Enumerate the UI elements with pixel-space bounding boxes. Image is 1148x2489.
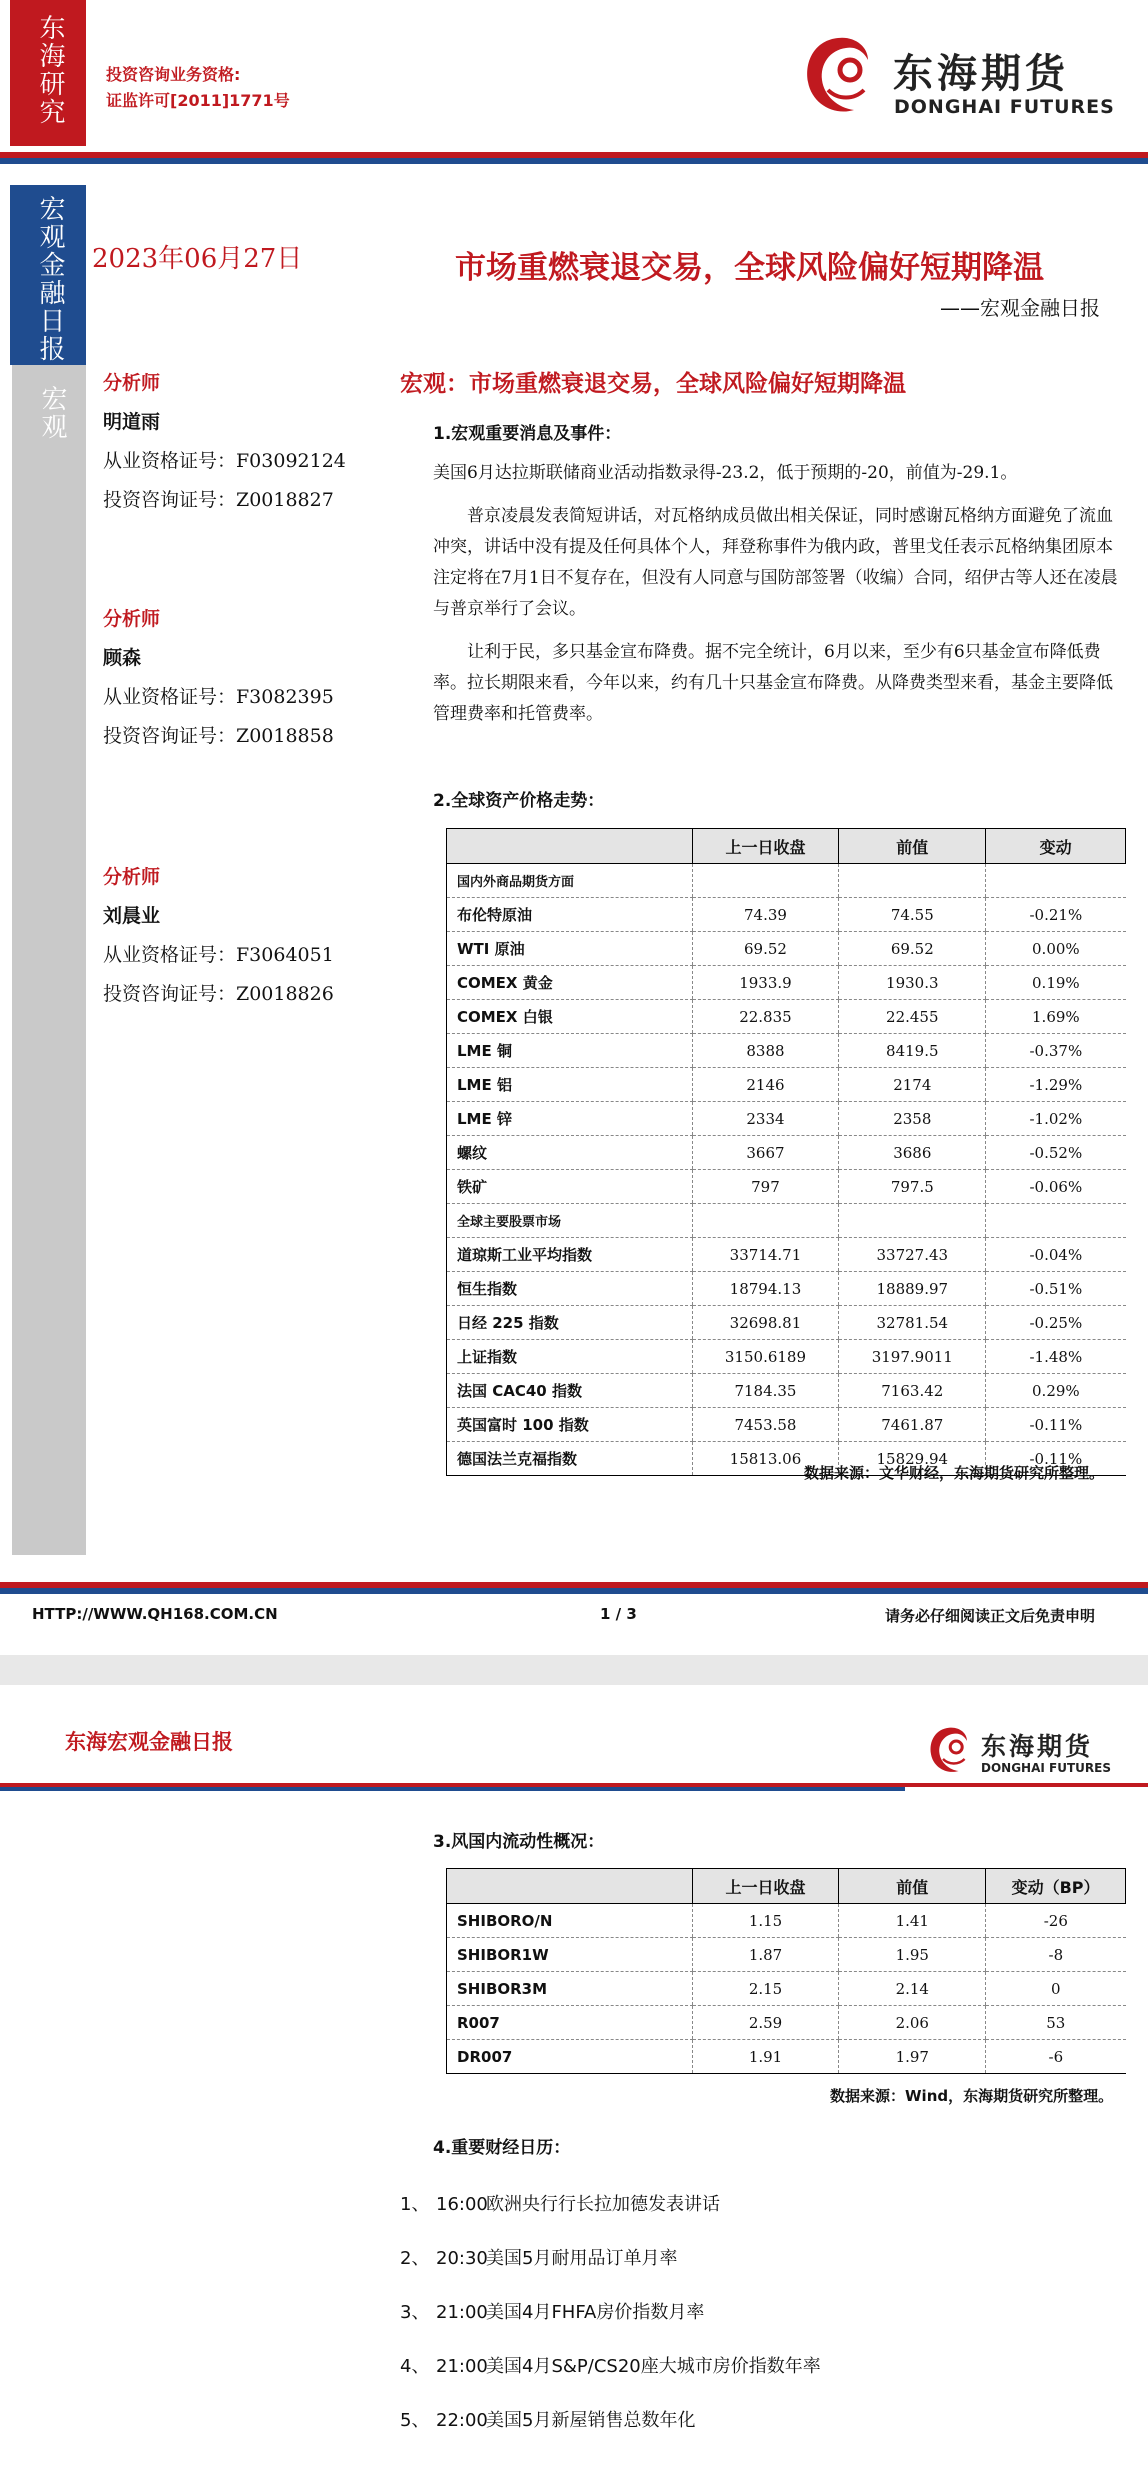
group-label: 全球主要股票市场 (447, 1204, 693, 1238)
row-label: SHIBOR3M (447, 1972, 693, 2006)
table-cell: 2.14 (839, 1972, 986, 2006)
calendar-item (400, 2352, 821, 2378)
row-label: LME 铝 (447, 1068, 693, 1102)
table-row (447, 1238, 1126, 1272)
news-paragraph: 普京凌晨发表简短讲话，对瓦格纳成员做出相关保证，同时感谢瓦格纳方面避免了流血冲突，讲话中没有提及任何具体个人，拜登称事件为俄内政，普里戈任表示瓦格纳集团原本注定将在7月1日不复存在，但没有人同意与国防部签署（收编）合同，绍伊古等人还在凌晨与普京举行了会议。 (433, 506, 1118, 619)
footer-stripe-blue (0, 1588, 1148, 1594)
row-label: LME 铜 (447, 1034, 693, 1068)
table-cell (986, 864, 1126, 898)
table-row (447, 1102, 1126, 1136)
dragon-logo-icon (798, 30, 878, 120)
report-date: 2023年06月27日 (92, 244, 303, 274)
brand-tab (10, 0, 86, 146)
row-label: R007 (447, 2006, 693, 2040)
report-subtitle: ——宏观金融日报 (940, 296, 1100, 320)
table-group-row (447, 864, 1126, 898)
calendar-item (400, 2190, 720, 2216)
table-cell: 3150.6189 (692, 1340, 839, 1374)
calendar-event: 美国4月FHFA房价指数月率 (486, 2302, 705, 2323)
table-row (447, 898, 1126, 932)
analyst-card (103, 600, 334, 756)
qualification-line: 投资咨询业务资格: (106, 65, 241, 84)
table-cell: 22.455 (839, 1000, 986, 1034)
footer-disclaimer: 请务必仔细阅读正文后免责申明 (885, 1607, 1096, 1625)
table-cell: -8 (986, 1938, 1126, 1972)
table-row (447, 1306, 1126, 1340)
calendar-num: 1、 (400, 2194, 430, 2215)
calendar-time: 20:30 (436, 2248, 488, 2269)
table-row (447, 1340, 1126, 1374)
table-cell: 2.59 (692, 2006, 839, 2040)
table-cell: -1.29% (986, 1068, 1126, 1102)
table-cell: 1.95 (839, 1938, 986, 1972)
table-group-row (447, 1204, 1126, 1238)
table-cell: 797 (692, 1170, 839, 1204)
calendar-event: 欧洲央行行长拉加德发表讲话 (486, 2194, 720, 2215)
row-label: DR007 (447, 2040, 693, 2074)
page-header-title: 东海宏观金融日报 (65, 1730, 233, 1754)
table-header (447, 829, 693, 864)
table-cell: 33727.43 (839, 1238, 986, 1272)
table-cell: 7461.87 (839, 1408, 986, 1442)
table-cell: 2358 (839, 1102, 986, 1136)
table-cell: -1.48% (986, 1340, 1126, 1374)
calendar-time: 16:00 (436, 2194, 488, 2215)
header-stripe-blue (0, 1787, 905, 1791)
analyst-advisory: 投资咨询证号：Z0018827 (103, 489, 334, 511)
table-cell: 1.91 (692, 2040, 839, 2074)
table-header: 前值 (839, 1869, 986, 1904)
table-row (447, 1972, 1126, 2006)
table-cell: 3667 (692, 1136, 839, 1170)
brand-tab-label: 东海研究 (35, 14, 65, 126)
table-cell: 32781.54 (839, 1306, 986, 1340)
table-cell: 15813.06 (692, 1442, 839, 1476)
calendar-num: 4、 (400, 2356, 430, 2377)
table-cell: 797.5 (839, 1170, 986, 1204)
table-header: 变动 (986, 829, 1126, 864)
news-body (433, 458, 1125, 742)
calendar-time: 21:00 (436, 2356, 488, 2377)
table-cell: 1.97 (839, 2040, 986, 2074)
table-row (447, 1408, 1126, 1442)
calendar-num: 5、 (400, 2410, 430, 2431)
table-row (447, 1068, 1126, 1102)
logo-en-text: DONGHAI FUTURES (894, 96, 1115, 118)
calendar-time: 22:00 (436, 2410, 488, 2431)
table-cell: 3686 (839, 1136, 986, 1170)
table-row (447, 1938, 1126, 1972)
calendar-event: 美国5月新屋销售总数年化 (486, 2410, 696, 2431)
dragon-logo-icon (925, 1723, 973, 1777)
report-page-2 (0, 1685, 1148, 2489)
table-cell: 32698.81 (692, 1306, 839, 1340)
row-label: WTI 原油 (447, 932, 693, 966)
table-cell: 2.15 (692, 1972, 839, 2006)
table-cell: 69.52 (692, 932, 839, 966)
table-cell: 1.87 (692, 1938, 839, 1972)
row-label: 上证指数 (447, 1340, 693, 1374)
table-cell: 69.52 (839, 932, 986, 966)
news-paragraph: 美国6月达拉斯联储商业活动指数录得-23.2，低于预期的-20，前值为-29.1。 (433, 463, 1018, 483)
table-cell: 8419.5 (839, 1034, 986, 1068)
section-2-title: 2.全球资产价格走势： (433, 791, 605, 811)
row-label: 恒生指数 (447, 1272, 693, 1306)
table-cell: 1.15 (692, 1904, 839, 1938)
table-cell: 1933.9 (692, 966, 839, 1000)
table-row (447, 2006, 1126, 2040)
table-row (447, 2040, 1126, 2074)
table-cell: -6 (986, 2040, 1126, 2074)
table-header (447, 1869, 693, 1904)
table-cell (692, 864, 839, 898)
section-1-title: 1.宏观重要消息及事件： (433, 424, 622, 444)
row-label: 日经 225 指数 (447, 1306, 693, 1340)
footer-url[interactable]: HTTP://WWW.QH168.COM.CN (32, 1605, 278, 1623)
logo-cn-text: 东海期货 (981, 1732, 1094, 1761)
table-cell: -0.25% (986, 1306, 1126, 1340)
analyst-cert: 从业资格证号：F03092124 (103, 450, 346, 472)
analyst-advisory: 投资咨询证号：Z0018826 (103, 983, 334, 1005)
table-cell: 7453.58 (692, 1408, 839, 1442)
report-tab (10, 185, 86, 365)
table-cell (839, 1204, 986, 1238)
section-strip (12, 365, 86, 1555)
analyst-advisory: 投资咨询证号：Z0018858 (103, 725, 334, 747)
row-label: 布伦特原油 (447, 898, 693, 932)
table-cell: 15829.94 (839, 1442, 986, 1476)
table-cell: -0.04% (986, 1238, 1126, 1272)
table-row (447, 1272, 1126, 1306)
calendar-num: 2、 (400, 2248, 430, 2269)
table-cell: 2146 (692, 1068, 839, 1102)
macro-headline: 宏观：市场重燃衰退交易，全球风险偏好短期降温 (400, 371, 906, 397)
row-label: LME 锌 (447, 1102, 693, 1136)
table-header-row (447, 1869, 1126, 1904)
table-row (447, 1034, 1126, 1068)
row-label: COMEX 白银 (447, 1000, 693, 1034)
table-header: 上一日收盘 (692, 1869, 839, 1904)
table-cell: 1.41 (839, 1904, 986, 1938)
table-row (447, 1904, 1126, 1938)
row-label: 螺纹 (447, 1136, 693, 1170)
group-label: 国内外商品期货方面 (447, 864, 693, 898)
table-cell: -0.21% (986, 898, 1126, 932)
table-cell: -26 (986, 1904, 1126, 1938)
table-cell: -1.02% (986, 1102, 1126, 1136)
table-cell: 0.19% (986, 966, 1126, 1000)
table-row (447, 1374, 1126, 1408)
table-header: 前值 (839, 829, 986, 864)
analyst-role: 分析师 (103, 866, 161, 888)
table-source-note: 数据来源：文华财经，东海期货研究所整理。 (804, 1464, 1105, 1482)
row-label: SHIBORO/N (447, 1904, 693, 1938)
table-row (447, 1170, 1126, 1204)
logo-cn-text: 东海期货 (893, 51, 1069, 97)
table-cell (986, 1204, 1126, 1238)
table-row (447, 1136, 1126, 1170)
table-cell: -0.11% (986, 1442, 1126, 1476)
calendar-item (400, 2298, 704, 2324)
calendar-num: 3、 (400, 2302, 430, 2323)
analyst-name: 明道雨 (103, 411, 161, 433)
table-cell: 2.06 (839, 2006, 986, 2040)
table-cell: 7163.42 (839, 1374, 986, 1408)
table-cell: 3197.9011 (839, 1340, 986, 1374)
donghai-logo (925, 1723, 1135, 1783)
table-cell: -0.51% (986, 1272, 1126, 1306)
section-3-title: 3.风国内流动性概况： (433, 1832, 605, 1852)
row-label: COMEX 黄金 (447, 966, 693, 1000)
row-label: SHIBOR1W (447, 1938, 693, 1972)
calendar-item (400, 2406, 695, 2432)
section-4-title: 4.重要财经日历： (433, 2138, 571, 2158)
table-cell: 0 (986, 1972, 1126, 2006)
table-cell: 0.00% (986, 932, 1126, 966)
table-cell: 33714.71 (692, 1238, 839, 1272)
table-cell: 7184.35 (692, 1374, 839, 1408)
qualification (106, 62, 290, 114)
table-cell: -0.37% (986, 1034, 1126, 1068)
donghai-logo (798, 30, 1128, 130)
table-source-note: 数据来源：Wind，东海期货研究所整理。 (830, 2087, 1114, 2105)
calendar-event: 美国4月S&P/CS20座大城市房价指数年率 (486, 2356, 821, 2377)
table-cell: 22.835 (692, 1000, 839, 1034)
calendar-time: 21:00 (436, 2302, 488, 2323)
report-title: 市场重燃衰退交易，全球风险偏好短期降温 (455, 250, 1044, 286)
table-cell (692, 1204, 839, 1238)
table-row (447, 966, 1126, 1000)
calendar-item (400, 2244, 677, 2270)
table-header: 上一日收盘 (692, 829, 839, 864)
analyst-name: 顾森 (103, 647, 142, 669)
logo-en-text: DONGHAI FUTURES (981, 1761, 1111, 1775)
header-stripe-blue (0, 158, 1148, 164)
report-tab-label: 宏观金融日报 (35, 195, 65, 363)
liquidity-table (446, 1868, 1126, 2074)
analyst-name: 刘晨业 (103, 905, 161, 927)
table-cell: 74.39 (692, 898, 839, 932)
row-label: 铁矿 (447, 1170, 693, 1204)
analyst-cert: 从业资格证号：F3082395 (103, 686, 334, 708)
table-cell: 2334 (692, 1102, 839, 1136)
table-cell: 74.55 (839, 898, 986, 932)
table-cell: -0.52% (986, 1136, 1126, 1170)
table-cell: 8388 (692, 1034, 839, 1068)
news-paragraph: 让利于民，多只基金宣布降费。据不完全统计，6月以来，至少有6只基金宣布降低费率。拉长期限来看，今年以来，约有几十只基金宣布降费。从降费类型来看，基金主要降低管理费率和托管费率。 (433, 642, 1113, 724)
table-row (447, 1000, 1126, 1034)
analyst-cert: 从业资格证号：F3064051 (103, 944, 334, 966)
table-header: 变动（BP） (986, 1869, 1126, 1904)
table-cell: 2174 (839, 1068, 986, 1102)
table-cell (839, 864, 986, 898)
analyst-role: 分析师 (103, 372, 161, 394)
table-cell: 53 (986, 2006, 1126, 2040)
table-row (447, 932, 1126, 966)
analyst-card (103, 364, 346, 520)
table-cell: 0.29% (986, 1374, 1126, 1408)
table-cell: 18794.13 (692, 1272, 839, 1306)
section-tab-label: 宏观 (37, 385, 67, 441)
table-cell: -0.06% (986, 1170, 1126, 1204)
table-header-row (447, 829, 1126, 864)
analyst-role: 分析师 (103, 608, 161, 630)
table-cell: -0.11% (986, 1408, 1126, 1442)
row-label: 德国法兰克福指数 (447, 1442, 693, 1476)
footer-page-number: 1 / 3 (600, 1605, 637, 1623)
table-cell: 1930.3 (839, 966, 986, 1000)
qualification-line: 证监许可[2011]1771号 (106, 91, 290, 110)
table-cell: 18889.97 (839, 1272, 986, 1306)
row-label: 法国 CAC40 指数 (447, 1374, 693, 1408)
table-cell: 1.69% (986, 1000, 1126, 1034)
asset-price-table (446, 828, 1126, 1476)
calendar-event: 美国5月耐用品订单月率 (486, 2248, 678, 2269)
row-label: 英国富时 100 指数 (447, 1408, 693, 1442)
analyst-card (103, 858, 334, 1014)
row-label: 道琼斯工业平均指数 (447, 1238, 693, 1272)
